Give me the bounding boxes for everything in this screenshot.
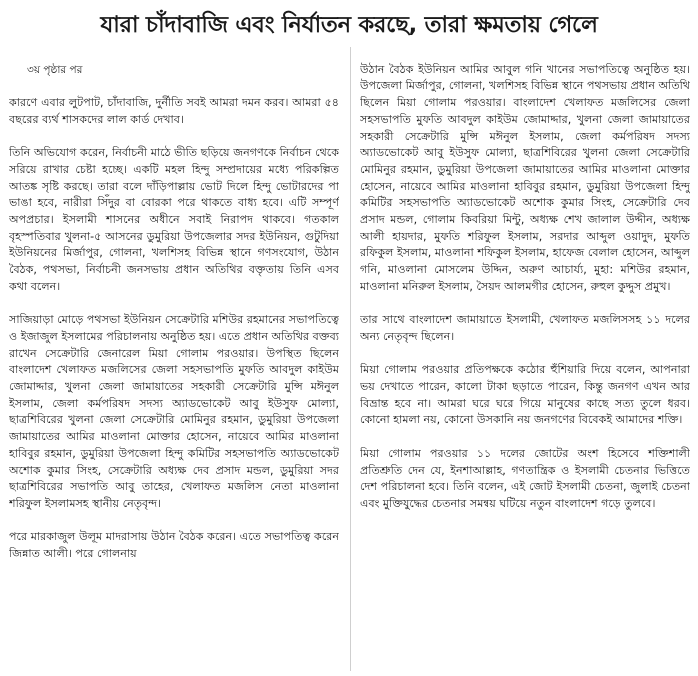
article-headline: যারা চাঁদাবাজি এবং নির্যাতন করছে, তারা ক্ষমতায় গেলে <box>100 12 598 38</box>
paragraph: সাজিয়াড়া মোড়ে পথসভা ইউনিয়ন সেক্রেটারি মশিউর রহমানের সভাপতিত্বে ও ইজাজুল ইসলামের পরিচালনায় অনুষ্ঠিত হয়। এতে প্রধান অতিথির বক্তব্য রাখেন সেক্রেটারি জেনারেল মিয়া গোলাম পরওয়ার। উপস্থিত ছিলেন বাংলাদেশ খেলাফত মজলিসের জেলা সহসভাপতি মুফতি আবদুল কাইউম জোমাদ্দার, খুলনা জেলা জামায়াতের সহকারী সেক্রেটারি মুন্সি মঈনুল ইসলাম, জেলা কর্মপরিষদ সদস্য অ্যাডভোকেট আবু ইউসুফ মোল্যা, ছাত্রশিবিরের খুলনা জেলা সেক্রেটারি মোমিনুর রহমান, ডুমুরিয়া উপজেলা জামায়াতের আমির মাওলানা মোক্তার হোসেন, নায়েবে আমির মাওলানা হাবিবুর রহমান, ডুমুরিয়া উপজেলা হিন্দু কমিটির সহসভাপতি অ্যাডভোকেট অশোক কুমার সিংহ, সেক্রেটারি অধ্যক্ষ দেব প্রসাদ মন্ডল, ডুমুরিয়া সদর ছাত্রশিবিরের সভাপতি আবু তাহের, খেলাফত মজলিস নেতা মাওলানা শরিফুল ইসলামসহ স্থানীয় নেতৃবৃন্দ। <box>9 313 339 510</box>
paragraph: মিয়া গোলাম পরওয়ার ১১ দলের জোটের অংশ হিসেবে শক্তিশালী প্রতিশ্রুতি দেন যে, ইনশাআল্লাহ, গণতান্ত্রিক ও ইসলামী চেতনার ভিত্তিতে দেশ পরিচালনা হবে। তিনি বলেন, এই জোট ইসলামী চেতনা, জুলাই চেতনা এবং মুক্তিযুদ্ধের চেতনার সমন্বয় ঘটিয়ে নতুন বাংলাদেশ গড়ে তুলবে। <box>360 446 690 510</box>
paragraph: তার সাথে বাংলাদেশ জামায়াতে ইসলামী, খেলাফত মজলিসসহ ১১ দলের অন্য নেতৃবৃন্দ ছিলেন। <box>360 313 690 343</box>
paragraph: তিনি অভিযোগ করেন, নির্বাচনী মাঠে ভীতি ছড়িয়ে জনগণকে নির্বাচন থেকে সরিয়ে রাখার চেষ্টা হচ্ছে। একটি মহল হিন্দু সম্প্রদায়ের মধ্যে পরিকল্পিত আতঙ্ক সৃষ্টি করছে। তারা বলে দাঁড়িপাল্লায় ভোট দিলে হিন্দু ভোটারদের পা ভাঙা হবে, নারীরা সিঁদুর বা বোরকা পরে থাকতে বাধ্য হবে। এটি সম্পূর্ণ অপপ্রচার। ইসলামী শাসনের অধীনে সবাই নিরাপদ থাকবে। গতকাল বৃহস্পতিবার খুলনা-৫ আসনের ডুমুরিয়া উপজেলার সদর ইউনিয়ন, গুটুদিয়া ইউনিয়নের মির্জাপুর, গোলনা, খলশিসহ বিভিন্ন স্থানে গণসংযোগ, উঠান বৈঠক, পথসভা, নির্বাচনী জনসভায় প্রধান অতিথির বক্তৃতায় তিনি এসব কথা বলেন। <box>9 146 339 293</box>
article-body <box>9 45 689 673</box>
paragraph: উঠান বৈঠক ইউনিয়ন আমির আবুল গনি খানের সভাপতিত্বে অনুষ্ঠিত হয়। উপজেলা মির্জাপুর, গোলনা, খলশিসহ বিভিন্ন স্থানে পথসভায় প্রধান অতিথি ছিলেন মিয়া গোলাম পরওয়ার। বাংলাদেশ খেলাফত মজলিসের জেলা সহসভাপতি মুফতি আবদুল কাইউম জোমাদ্দার, খুলনা জেলা জামায়াতের সহকারী সেক্রেটারি মুন্সি মঈনুল ইসলাম, জেলা কর্মপরিষদ সদস্য অ্যাডভোকেট আবু ইউসুফ মোল্যা, ছাত্রশিবিরের খুলনা জেলা সেক্রেটারি মোমিনুর রহমান, ডুমুরিয়া উপজেলা জামায়াতের আমির মাওলানা মোক্তার হোসেন, নায়েবে আমির মাওলানা হাবিবুর রহমান, ডুমুরিয়া উপজেলা হিন্দু কমিটির সহসভাপতি অ্যাডভোকেট অশোক কুমার সিংহ, সেক্রেটারি দেব প্রসাদ মন্ডল, গোলাম কিবরিয়া মিন্টু, অধ্যক্ষ শেখ জালাল উদ্দীন, অধ্যক্ষ আলী হায়দার, মুফতি শরিফুল ইসলাম, সরদার আব্দুল ওয়াদুদ, মুফতি রফিকুল ইসলাম, মাওলানা শফিকুল ইসলাম, হাফেজ বেলাল হোসেন, আব্দুল গনি, মাওলানা মোসলেম উদ্দিন, অরুণ আচার্য্য, মুহা: মশিউর রহমান, মাওলানা মনিরুল ইসলাম, সৈয়দ আলমগীর হোসেন, রুহুল কুদ্দুস প্রমুখ। <box>360 62 690 293</box>
paragraph: মিয়া গোলাম পরওয়ার প্রতিপক্ষকে কঠোর হুঁশিয়ারি দিয়ে বলেন, আপনারা ভয় দেখাতে পারেন, কালো টাকা ছড়াতে পারেন, কিন্তু জনগণ এখন আর বিভ্রান্ত হবে না। আমরা ঘরে ঘরে গিয়ে মানুষের কাছে সত্য তুলে ধরব। কোনো হামলা নয়, কোনো উসকানি নয় জনগণের বিবেকই আমাদের শক্তি। <box>360 363 690 427</box>
paragraph: পরে মারকাজুল উলূম মাদরাসায় উঠান বৈঠক করেন। এতে সভাপতিত্ব করেন জিন্নাত আলী। পরে গোলনায় <box>9 530 339 561</box>
column-divider <box>350 47 351 671</box>
continued-from-label: ৩য় পৃষ্ঠার পর <box>27 63 83 76</box>
left-column <box>9 45 339 673</box>
right-column <box>360 45 690 673</box>
paragraph: কারণে এবার লুটপাট, চাঁদাবাজি, দুর্নীতি সবই আমরা দমন করব। আমরা ৫৪ বছরের ব্যর্থ শাসকদের লাল কার্ড দেখাব। <box>9 96 339 126</box>
